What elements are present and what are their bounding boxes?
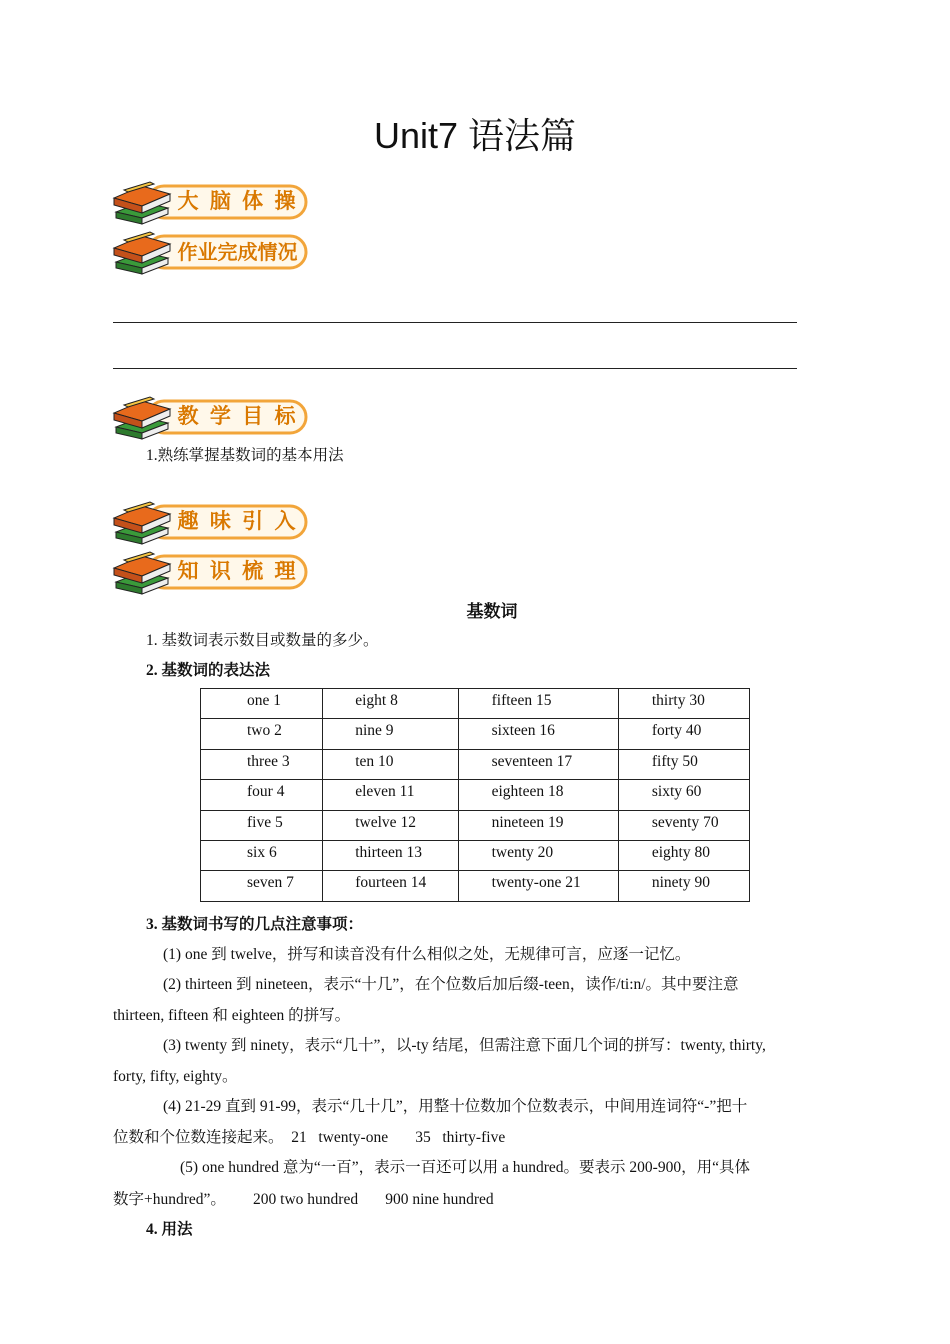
note-2-line-1: (2) thirteen 到 nineteen，表示“十几”，在个位数后加后缀-teen，读作/ti:n/。其中要注意 <box>163 976 739 993</box>
point-1: 1. 基数词表示数目或数量的多少。 <box>146 632 379 649</box>
table-cell: ten 10 <box>323 749 458 779</box>
cardinal-number-table <box>200 688 750 902</box>
table-cell: twenty 20 <box>458 840 618 870</box>
banner-homework <box>112 228 312 278</box>
banner-knowledge <box>112 548 312 598</box>
table-row <box>201 749 750 779</box>
table-cell: fifteen 15 <box>458 689 618 719</box>
banner-label: 大 脑 体 操 <box>177 189 298 213</box>
table-cell: sixteen 16 <box>458 719 618 749</box>
banner-label: 知 识 梳 理 <box>177 559 298 583</box>
banner-label: 教 学 目 标 <box>177 404 298 428</box>
answer-line <box>113 322 797 323</box>
table-cell: two 2 <box>201 719 323 749</box>
note-3-line-2: forty, fifty, eighty。 <box>113 1068 238 1085</box>
note-3-line-1: (3) twenty 到 ninety，表示“几十”，以-ty 结尾，但需注意下面几个词的拼写：twenty, thirty, <box>163 1037 766 1054</box>
banner-fun-intro <box>112 498 312 548</box>
table-cell: fourteen 14 <box>323 871 458 901</box>
table-row <box>201 810 750 840</box>
table-cell: six 6 <box>201 840 323 870</box>
point-2: 2. 基数词的表达法 <box>146 662 271 679</box>
table-cell: eighteen 18 <box>458 780 618 810</box>
banner-brain-exercise <box>112 178 312 228</box>
table-cell: one 1 <box>201 689 323 719</box>
note-5-line-1: (5) one hundred 意为“一百”，表示一百还可以用 a hundred。要表示 200-900，用“具体 <box>180 1159 750 1176</box>
answer-line <box>113 368 797 369</box>
table-cell: eighty 80 <box>618 840 749 870</box>
table-row <box>201 689 750 719</box>
table-cell: forty 40 <box>618 719 749 749</box>
table-cell: seventy 70 <box>618 810 749 840</box>
table-cell: twelve 12 <box>323 810 458 840</box>
table-cell: fifty 50 <box>618 749 749 779</box>
point-3: 3. 基数词书写的几点注意事项： <box>146 916 364 933</box>
banner-label: 趣 味 引 入 <box>177 509 298 533</box>
banner-label: 作业完成情况 <box>177 239 298 264</box>
table-cell: nine 9 <box>323 719 458 749</box>
note-4-line-2: 位数和个位数连接起来。 21 twenty-one 35 thirty-five <box>113 1129 506 1146</box>
note-1: (1) one 到 twelve，拼写和读音没有什么相似之处，无规律可言，应逐一记忆。 <box>163 946 691 963</box>
note-5-line-2: 数字+hundred”。 200 two hundred 900 nine hundred <box>113 1191 494 1208</box>
table-cell: five 5 <box>201 810 323 840</box>
table-cell: sixty 60 <box>618 780 749 810</box>
table-cell: eleven 11 <box>323 780 458 810</box>
table-row <box>201 871 750 901</box>
section-title: 基数词 <box>466 602 518 621</box>
table-cell: three 3 <box>201 749 323 779</box>
note-2-line-2: thirteen, fifteen 和 eighteen 的拼写。 <box>113 1007 351 1024</box>
goal-item: 1.熟练掌握基数词的基本用法 <box>146 447 344 464</box>
note-4-line-1: (4) 21-29 直到 91-99，表示“几十几”，用整十位数加个位数表示，中间用连词符“-”把十 <box>163 1098 748 1115</box>
table-cell: seventeen 17 <box>458 749 618 779</box>
table-cell: twenty-one 21 <box>458 871 618 901</box>
table-row <box>201 719 750 749</box>
table-cell: seven 7 <box>201 871 323 901</box>
point-4: 4. 用法 <box>146 1221 193 1238</box>
banner-teaching-goals <box>112 393 312 443</box>
page-title: Unit7 语法篇 <box>373 115 577 156</box>
table-cell: four 4 <box>201 780 323 810</box>
table-cell: nineteen 19 <box>458 810 618 840</box>
table-row <box>201 840 750 870</box>
table-cell: thirteen 13 <box>323 840 458 870</box>
table-row <box>201 780 750 810</box>
table-cell: thirty 30 <box>618 689 749 719</box>
table-cell: eight 8 <box>323 689 458 719</box>
table-cell: ninety 90 <box>618 871 749 901</box>
